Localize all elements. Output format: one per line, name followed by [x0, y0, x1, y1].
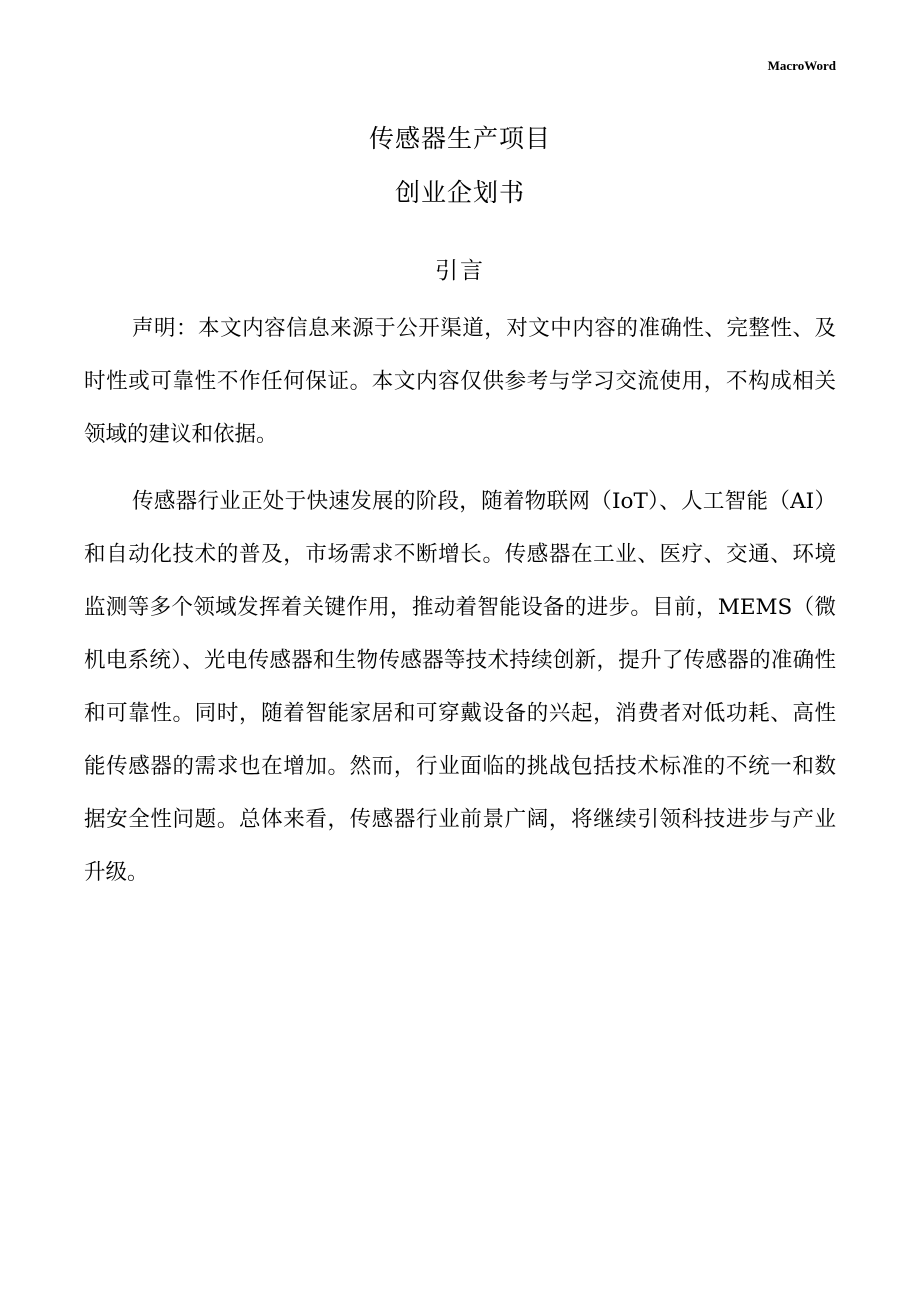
- disclaimer-paragraph: 声明：本文内容信息来源于公开渠道，对文中内容的准确性、完整性、及时性或可靠性不作任何保证。本文内容仅供参考与学习交流使用，不构成相关领域的建议和依据。: [84, 316, 836, 447]
- industry-overview-paragraph: 传感器行业正处于快速发展的阶段，随着物联网（IoT）、人工智能（AI）和自动化技术的普及，市场需求不断增长。传感器在工业、医疗、交通、环境监测等多个领域发挥着关键作用，推动着智能设备的进步。目前，MEMS（微机电系统）、光电传感器和生物传感器等技术持续创新，提升了传感器的准确性和可靠性。同时，随着智能家居和可穿戴设备的兴起，消费者对低功耗、高性能传感器的需求也在增加。然而，行业面临的挑战包括技术标准的不统一和数据安全性问题。总体来看，传感器行业前景广阔，将继续引领科技进步与产业升级。: [84, 489, 836, 885]
- document-title-line-1: 传感器生产项目: [368, 124, 551, 153]
- section-heading-introduction: 引言: [435, 258, 485, 284]
- header-brand: MacroWord: [767, 58, 836, 73]
- document-title-line-2: 创业企划书: [394, 178, 525, 207]
